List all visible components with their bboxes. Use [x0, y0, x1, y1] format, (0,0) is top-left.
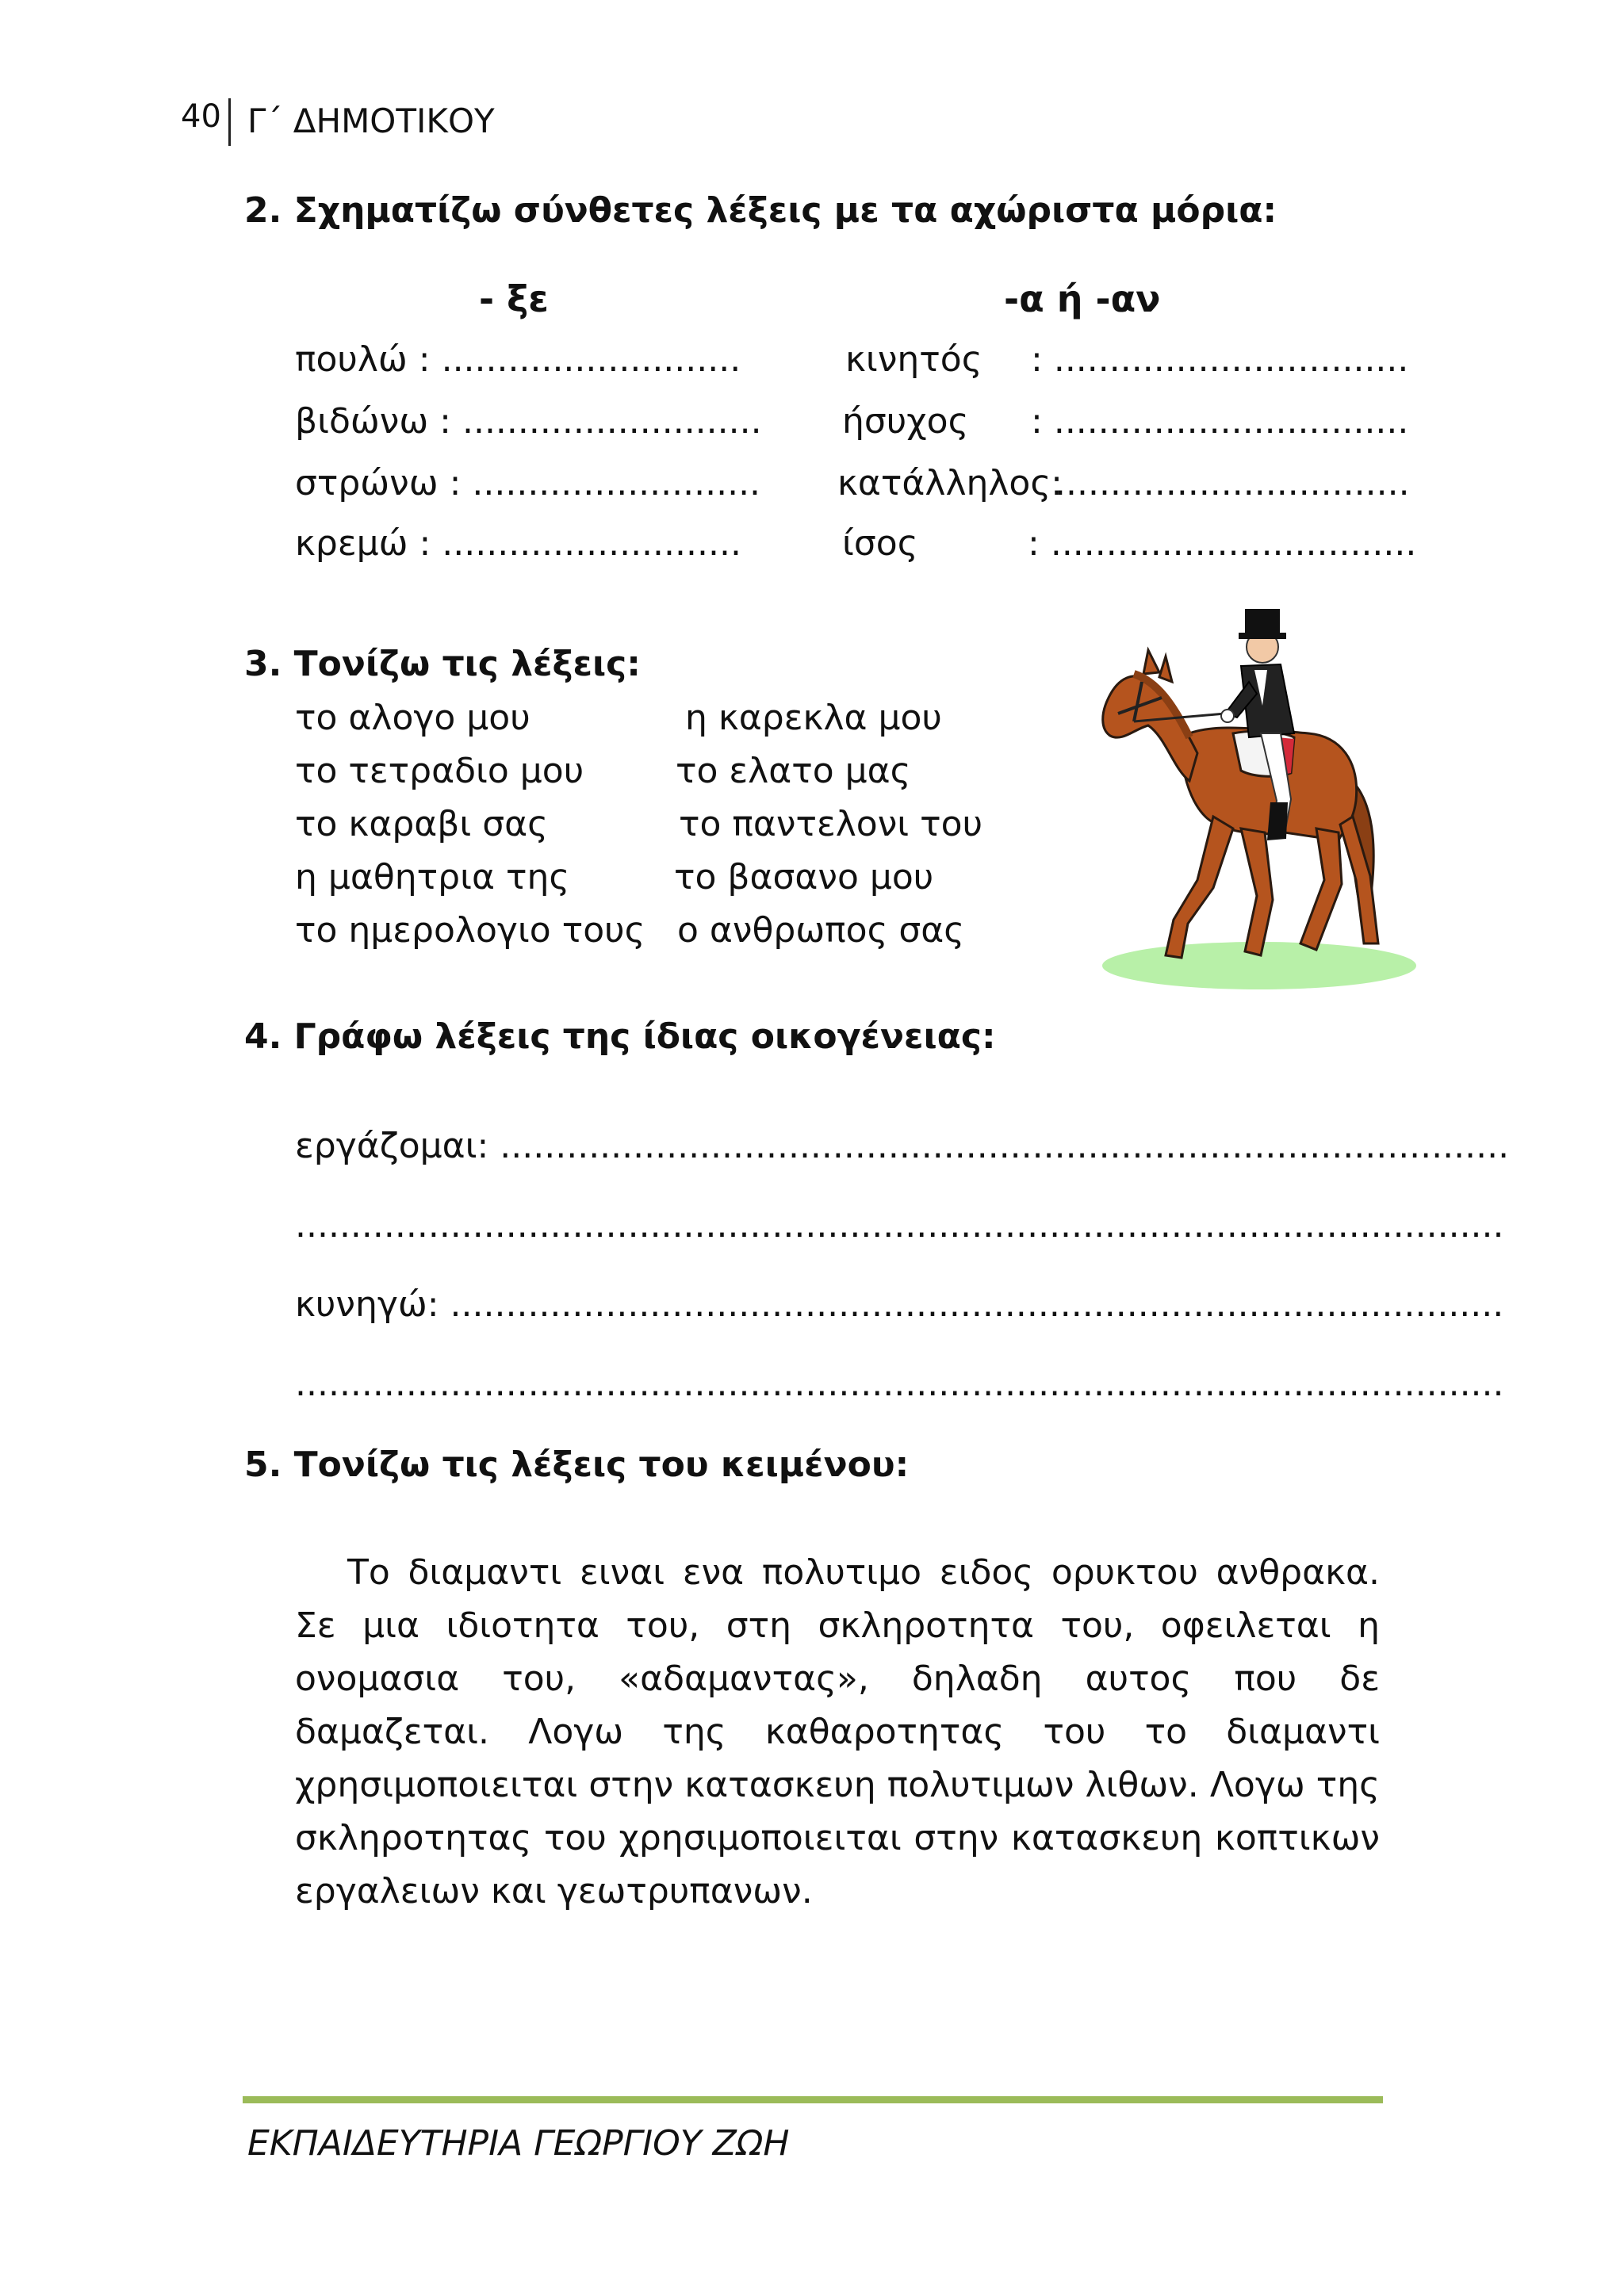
- exercise-2-title: 2. Σχηματίζω σύνθετες λέξεις με τα αχώριστα μόρια:: [244, 190, 1277, 231]
- compound-word: βιδώνω :: [295, 401, 451, 442]
- fill-line[interactable]: ................................: [1053, 401, 1409, 442]
- compound-left-row: [295, 523, 741, 564]
- fill-line[interactable]: ...........................: [442, 523, 741, 564]
- colon: :: [1031, 401, 1043, 442]
- compound-right-fill[interactable]: [1055, 463, 1410, 503]
- header-title: Γ΄ ΔΗΜΟΤΙΚΟΥ: [247, 101, 495, 140]
- colon: :: [1031, 339, 1043, 380]
- fill-line[interactable]: ................................: [1053, 339, 1409, 380]
- fill-line[interactable]: ...........................: [441, 339, 741, 380]
- compound-right-fill[interactable]: [1031, 401, 1408, 442]
- word-family-line-3[interactable]: κυνηγώ: ...............................................................................................: [295, 1284, 1504, 1325]
- compound-left-row: [295, 339, 741, 380]
- word-family-line-2[interactable]: .............................................................................................................: [295, 1205, 1504, 1246]
- word-family-line-4[interactable]: .............................................................................................................: [295, 1364, 1504, 1404]
- exercise-5-title: 5. Τονίζω τις λέξεις του κειμένου:: [244, 1445, 910, 1485]
- fill-line[interactable]: .................................: [1050, 523, 1417, 564]
- compound-right-word: ήσυχος: [842, 401, 969, 442]
- accent-word-right: το ελατο μας: [676, 751, 911, 791]
- accent-word-left: το τετραδιο μου: [295, 751, 584, 791]
- compound-right-fill[interactable]: [1028, 523, 1416, 564]
- compound-right-word: ίσος: [842, 523, 918, 564]
- fill-line[interactable]: ................................: [1055, 463, 1410, 503]
- accent-word-left: το καραβι σας: [295, 804, 548, 844]
- fill-line[interactable]: ..........................: [472, 463, 761, 503]
- accent-word-left: η μαθητρια της: [295, 857, 570, 897]
- accent-word-left: το αλογο μου: [295, 698, 530, 738]
- fill-line[interactable]: ...........................: [462, 401, 762, 442]
- exercise-4-title: 4. Γράφω λέξεις της ίδιας οικογένειας:: [244, 1016, 996, 1057]
- header-divider: [228, 98, 231, 146]
- diamond-paragraph: [295, 1546, 1380, 1918]
- compound-right-word: κατάλληλος:: [837, 463, 1063, 503]
- footer-divider: [243, 2096, 1383, 2103]
- exercise-3-title: 3. Τονίζω τις λέξεις:: [244, 644, 641, 684]
- compound-left-row: [295, 401, 762, 442]
- accent-word-right: το παντελονι του: [679, 804, 983, 844]
- word-family-line-1[interactable]: εργάζομαι: ...........................................................................................: [295, 1126, 1510, 1166]
- compound-right-word: κινητός: [845, 339, 982, 380]
- suffix-right: -α ή -αν: [1004, 277, 1161, 320]
- accent-word-right: η καρεκλα μου: [685, 698, 942, 738]
- compound-word: πουλώ :: [295, 339, 431, 380]
- compound-word: κρεμώ :: [295, 523, 431, 564]
- paragraph-text: Το διαμαντι ειναι ενα πολυτιμο ειδος ορυκτου ανθρακα. Σε μια ιδιοτητα του, στη σκληροτητα του, οφειλεται η ονομασια του, «αδαμαντας», δηλαδη αυτος που δε δαμαζεται. Λογω της καθαροτητας του το διαμαντι χρησιμοποιειται στην κατασκευη πολυτιμων λιθων. Λογω της σκληροτητας του χρησιμοποιειται στην κατασκευη κοπτικων εργαλειων και γεωτρυπανων.: [295, 1552, 1380, 1911]
- compound-right-fill[interactable]: [1031, 339, 1408, 380]
- compound-word: στρώνω :: [295, 463, 462, 503]
- horse-rider-illustration: [1086, 595, 1419, 1007]
- page-number: 40: [181, 98, 221, 135]
- colon: :: [1028, 523, 1040, 564]
- suffix-left: - ξε: [479, 277, 549, 320]
- accent-word-right: ο ανθρωπος σας: [677, 910, 965, 951]
- accent-word-left: το ημερολογιο τους: [295, 910, 645, 951]
- footer-text: ΕΚΠΑΙΔΕΥΤΗΡΙΑ ΓΕΩΡΓΙΟΥ ΖΩΗ: [247, 2123, 790, 2164]
- compound-left-row: [295, 463, 760, 503]
- accent-word-right: το βασανο μου: [674, 857, 934, 897]
